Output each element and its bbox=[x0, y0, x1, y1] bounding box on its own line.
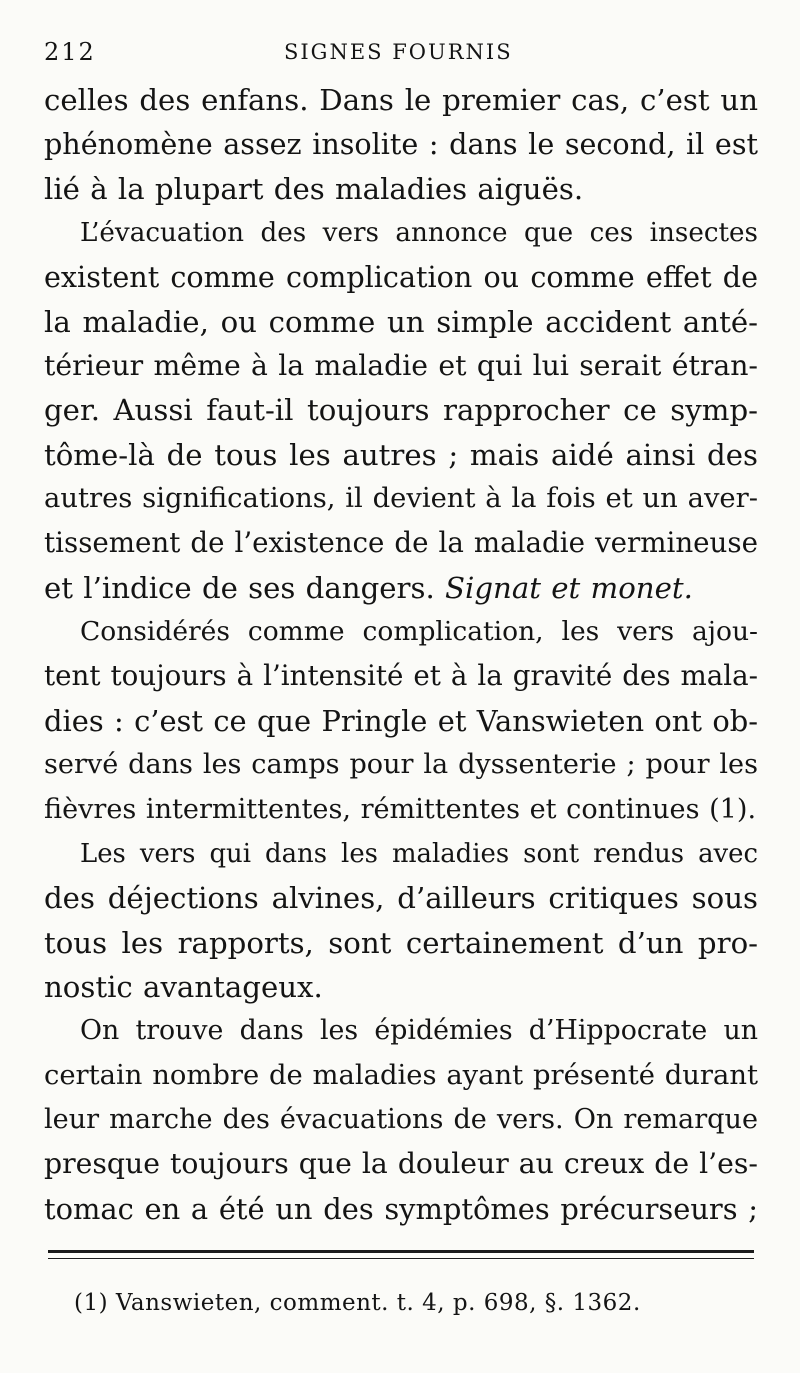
text-line: celles des enfans. Dans le premier cas, c’est un bbox=[44, 83, 758, 117]
page-number: 212 bbox=[44, 38, 96, 66]
text-line: nostic avantageux. bbox=[44, 969, 323, 1004]
text-line: fièvres intermittentes, rémittentes et continues (1). bbox=[44, 793, 757, 825]
text-line: térieur même à la maladie et qui lui serait étran- bbox=[44, 349, 758, 383]
footnote: (1) Vanswieten, comment. t. 4, p. 698, §. 1362. bbox=[74, 1290, 641, 1316]
text-line: tissement de l’existence de la maladie vermineuse bbox=[44, 526, 758, 560]
text-line: L’évacuation des vers annonce que ces insectes bbox=[80, 218, 758, 249]
body-text bbox=[44, 78, 758, 1228]
text-line: tôme-là de tous les autres ; mais aidé ainsi des bbox=[44, 437, 758, 472]
text-line: ger. Aussi faut-il toujours rapprocher ce symp- bbox=[44, 393, 758, 428]
text-line: lié à la plupart des maladies aiguës. bbox=[44, 171, 584, 206]
latin-phrase: Signat et monet. bbox=[445, 570, 693, 605]
text-line: Considérés comme complication, les vers ajou- bbox=[80, 616, 758, 648]
text-line: tent toujours à l’intensité et à la gravité des mala- bbox=[44, 659, 758, 693]
text-line: autres significations, il devient à la fois et un aver- bbox=[44, 483, 758, 515]
text-line: certain nombre de maladies ayant présenté durant bbox=[44, 1059, 758, 1091]
footnote-rule-thin bbox=[48, 1258, 754, 1259]
text-line: phénomène assez insolite : dans le second, il est bbox=[44, 127, 758, 162]
text-line: tomac en a été un des symptômes précurseurs ; bbox=[44, 1191, 758, 1226]
text-line: Les vers qui dans les maladies sont rendus avec bbox=[80, 838, 758, 869]
text-line-part: et l’indice de ses dangers. bbox=[44, 570, 435, 605]
footnote-rule bbox=[48, 1250, 754, 1253]
running-title: SIGNES FOURNIS bbox=[284, 40, 513, 64]
text-line bbox=[44, 566, 758, 610]
text-line: existent comme complication ou comme effet de bbox=[44, 260, 758, 295]
text-line: des déjections alvines, d’ailleurs critiques sous bbox=[44, 881, 758, 916]
running-header bbox=[44, 38, 764, 68]
text-line: On trouve dans les épidémies d’Hippocrate un bbox=[80, 1015, 758, 1047]
text-line: la maladie, ou comme un simple accident anté- bbox=[44, 304, 758, 339]
text-line: servé dans les camps pour la dyssenterie ; pour les bbox=[44, 749, 758, 781]
text-line: presque toujours que la douleur au creux de l’es- bbox=[44, 1147, 758, 1181]
text-line: dies : c’est ce que Pringle et Vanswieten ont ob- bbox=[44, 703, 758, 738]
text-line: leur marche des évacuations de vers. On remarque bbox=[44, 1103, 758, 1135]
text-line: tous les rapports, sont certainement d’un pro- bbox=[44, 925, 758, 960]
